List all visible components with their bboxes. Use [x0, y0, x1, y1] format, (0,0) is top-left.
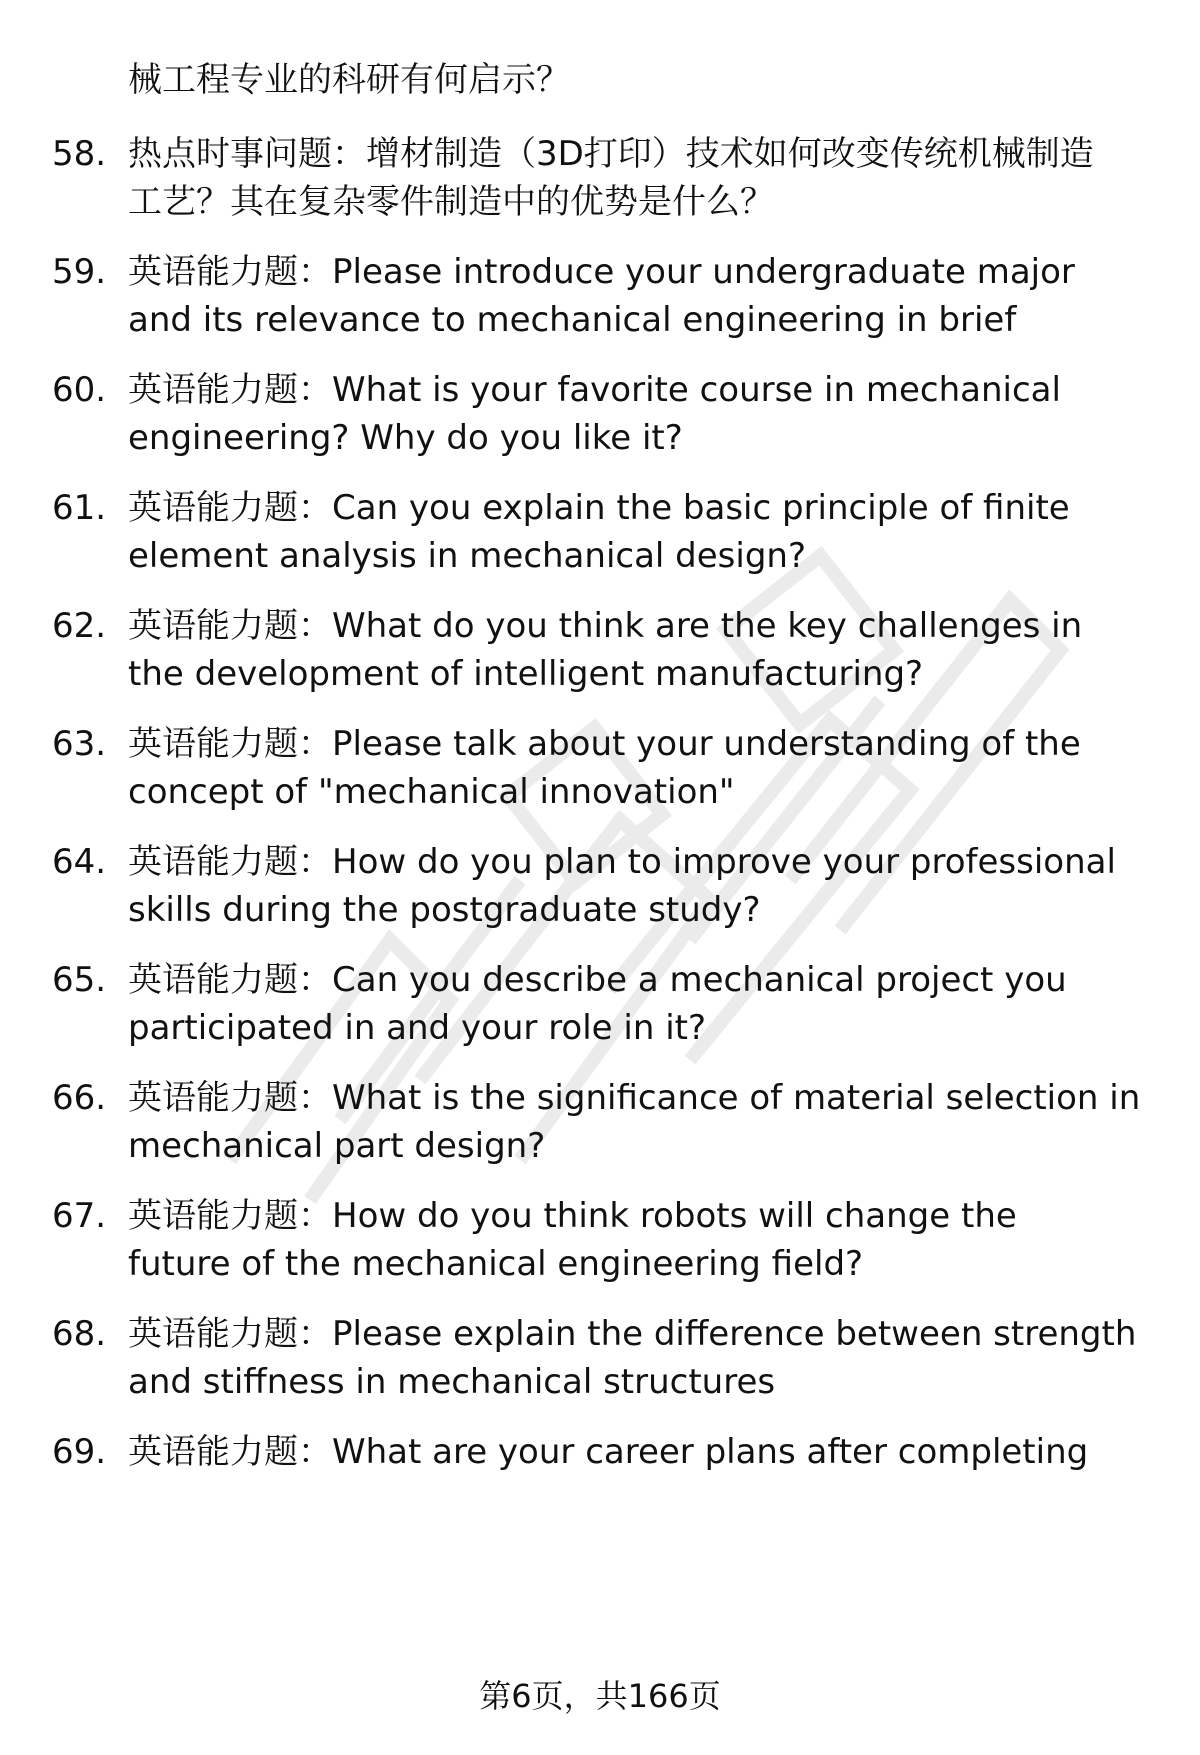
question-text-line: 英语能力题：Please introduce your undergraduate major [128, 252, 1075, 292]
question-text-line: the development of intelligent manufacturing? [128, 654, 924, 694]
question-text [128, 838, 1168, 934]
question-number: 58. [52, 134, 107, 174]
question-text [128, 1428, 1168, 1476]
question-text-line: 热点时事问题：增材制造（3D打印）技术如何改变传统机械制造 [128, 134, 1094, 174]
question-text [128, 956, 1168, 1052]
question-text-line: 英语能力题：Can you explain the basic principle of finite [128, 488, 1070, 528]
question-text [128, 130, 1168, 226]
question-text [128, 366, 1168, 462]
question-number: 68. [52, 1314, 107, 1354]
question-text-line: 英语能力题：Please explain the difference between strength [128, 1314, 1137, 1354]
question-number: 67. [52, 1196, 107, 1236]
continued-line: 械工程专业的科研有何启示？ [128, 60, 570, 100]
question-text-line: engineering? Why do you like it? [128, 418, 683, 458]
question-number: 62. [52, 606, 107, 646]
question-text [128, 1310, 1168, 1406]
question-text-line: concept of "mechanical innovation" [128, 772, 735, 812]
question-text-line: mechanical part design? [128, 1126, 546, 1166]
question-text [128, 484, 1168, 580]
question-number: 64. [52, 842, 107, 882]
question-text [128, 1074, 1168, 1170]
question-number: 66. [52, 1078, 107, 1118]
question-text-line: 英语能力题：How do you plan to improve your professional [128, 842, 1116, 882]
question-number: 63. [52, 724, 107, 764]
question-text-line: 英语能力题：What is your favorite course in mechanical [128, 370, 1061, 410]
question-text [128, 248, 1168, 344]
question-text-line: 英语能力题：What do you think are the key challenges in [128, 606, 1083, 646]
question-text [128, 720, 1168, 816]
question-number: 61. [52, 488, 107, 528]
question-number: 60. [52, 370, 107, 410]
question-text-line: future of the mechanical engineering field? [128, 1244, 864, 1284]
question-text-line: 工艺？其在复杂零件制造中的优势是什么？ [128, 182, 774, 222]
question-number: 59. [52, 252, 107, 292]
question-number: 69. [52, 1432, 107, 1472]
question-text [128, 602, 1168, 698]
question-text-line: and stiffness in mechanical structures [128, 1362, 776, 1402]
page-number: 第6页，共166页 [479, 1677, 721, 1715]
question-text [128, 1192, 1168, 1288]
question-text-line: 英语能力题：What are your career plans after completing [128, 1432, 1089, 1472]
question-text-line: skills during the postgraduate study? [128, 890, 761, 930]
question-text-line: 英语能力题：Can you describe a mechanical project you [128, 960, 1067, 1000]
question-text-line: 英语能力题：What is the significance of material selection in [128, 1078, 1141, 1118]
question-text-line: and its relevance to mechanical engineering in brief [128, 300, 1017, 340]
question-text-line: participated in and your role in it? [128, 1008, 707, 1048]
question-text-line: 英语能力题：How do you think robots will change the [128, 1196, 1017, 1236]
question-text-line: element analysis in mechanical design? [128, 536, 807, 576]
question-number: 65. [52, 960, 107, 1000]
question-text-line: 英语能力题：Please talk about your understanding of the [128, 724, 1081, 764]
